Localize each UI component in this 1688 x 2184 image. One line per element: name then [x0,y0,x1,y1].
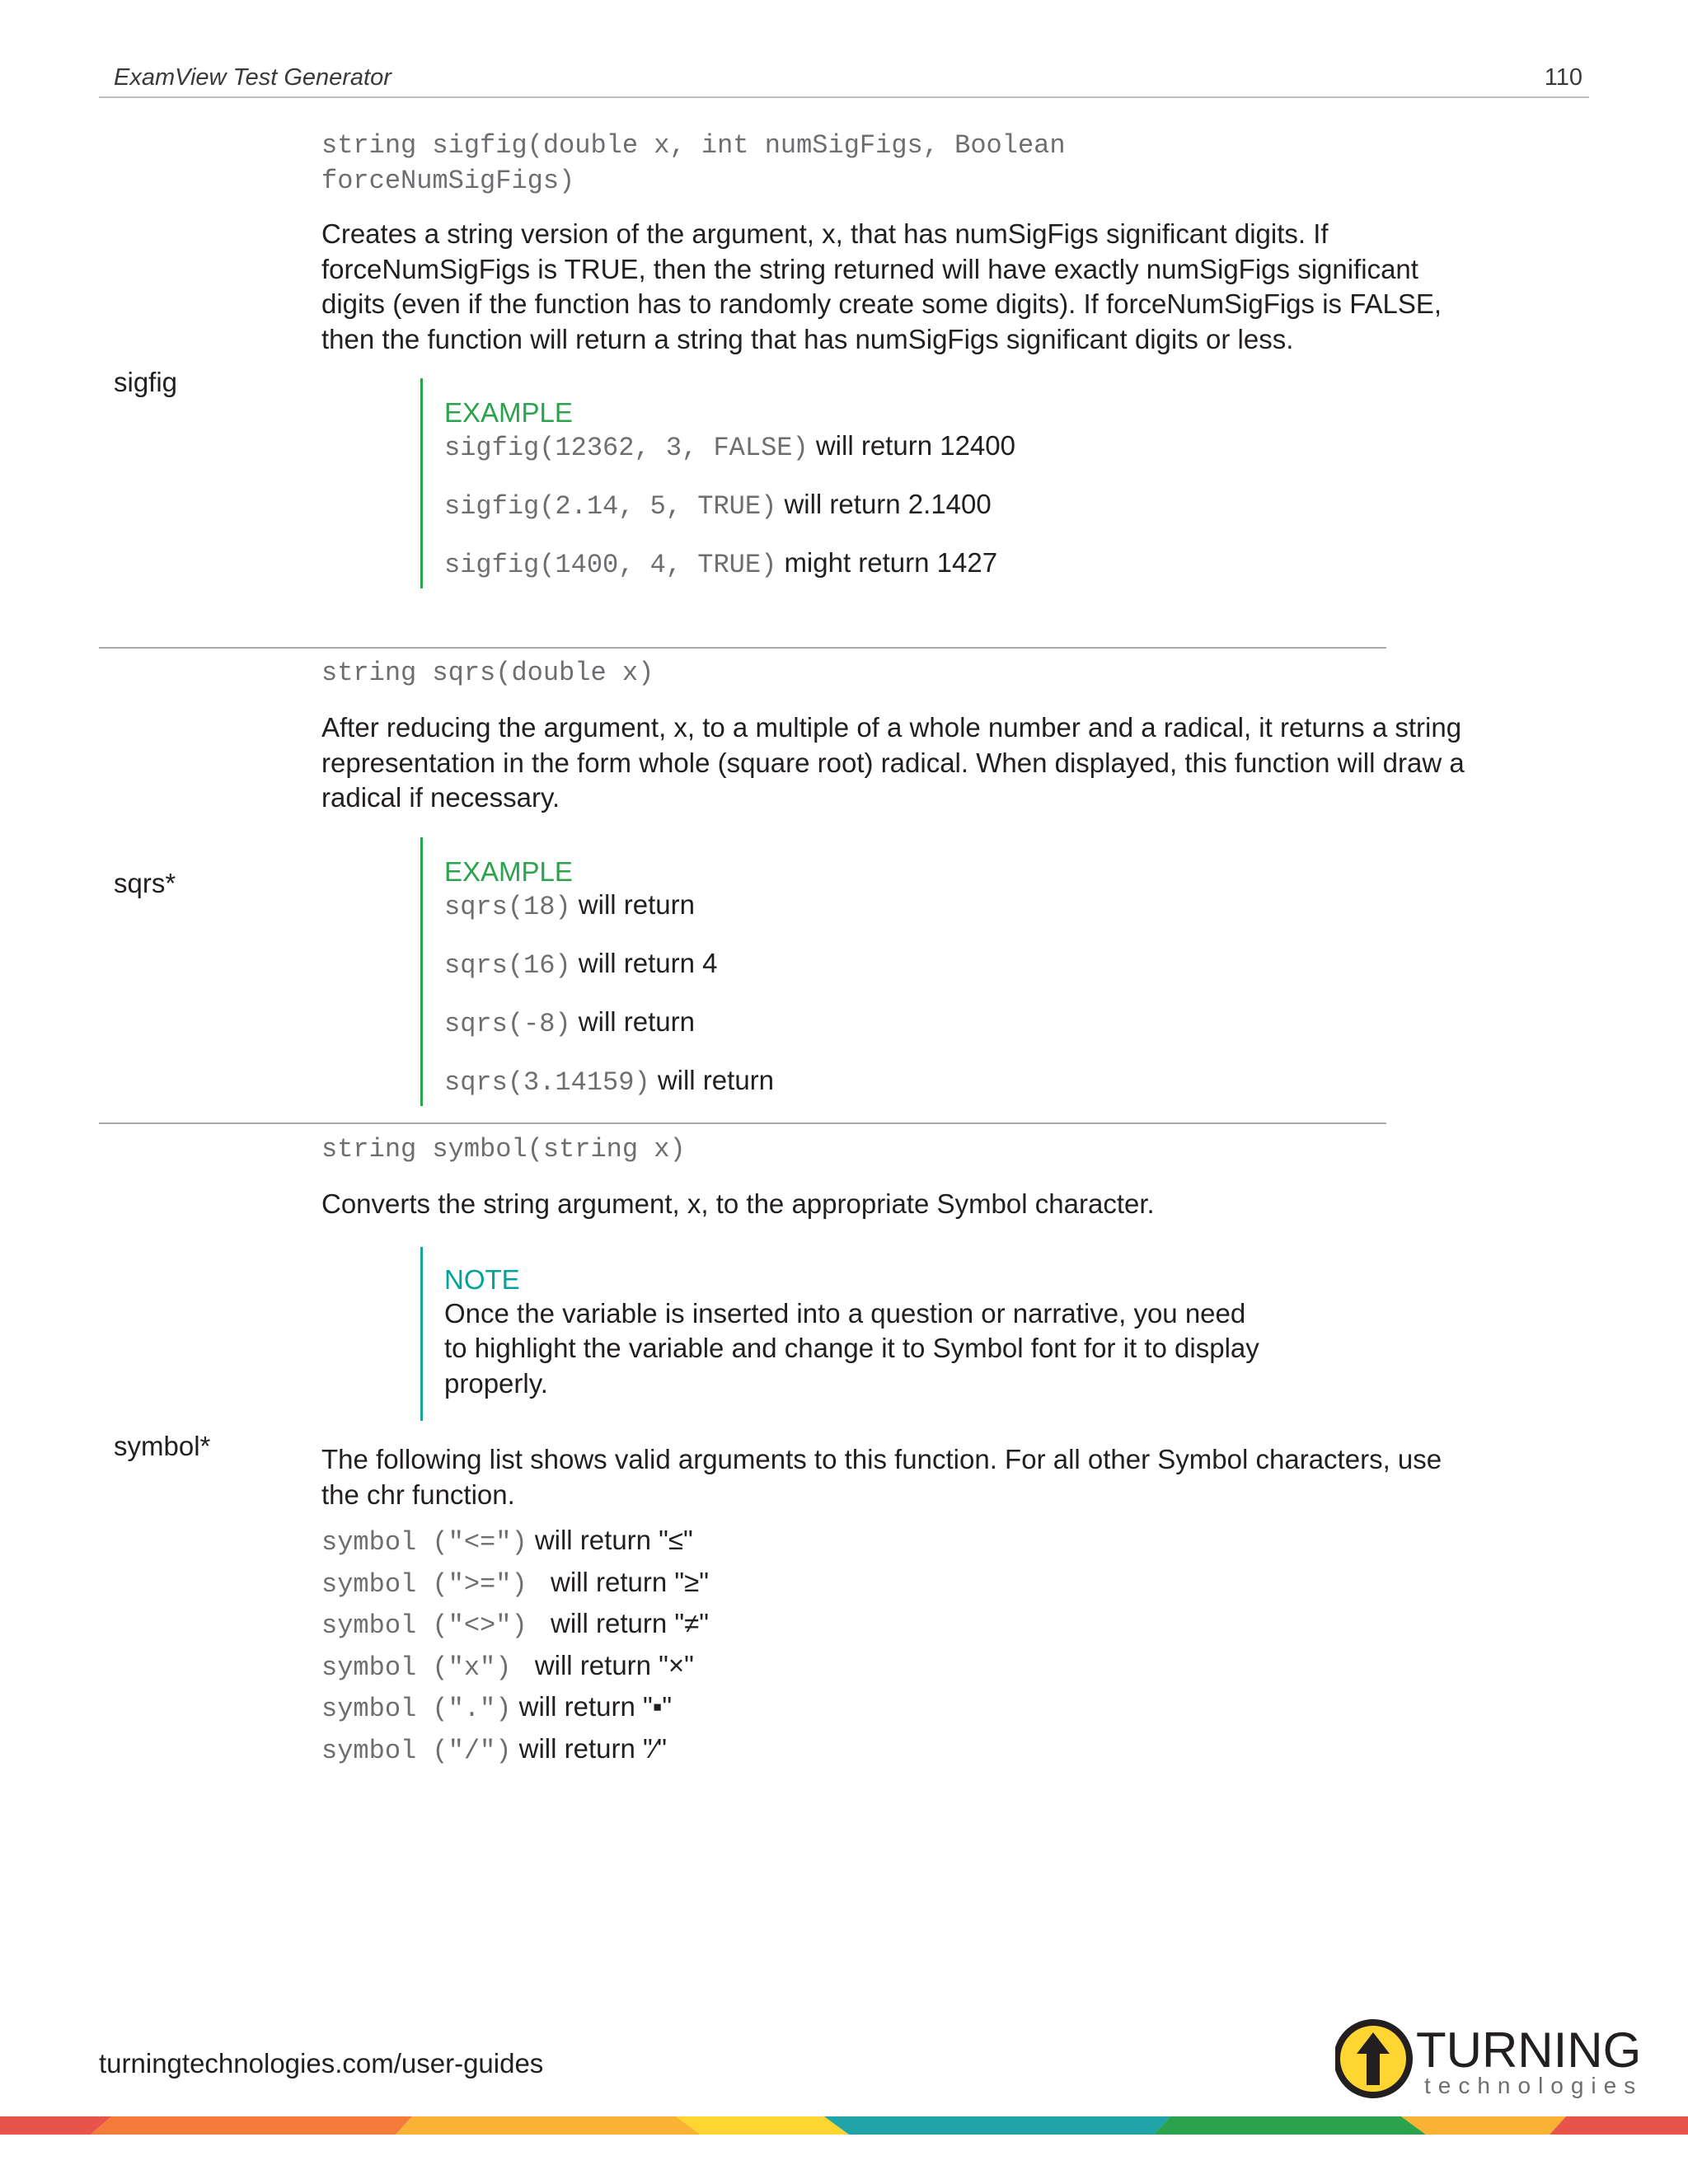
example-line [444,546,1475,582]
note-callout [420,1247,1475,1422]
row-divider [99,1122,1386,1124]
example-callout [420,837,1475,1106]
example-line [444,947,1475,982]
symbol-code: symbol ("<=") [321,1527,528,1558]
function-name: sigfig [114,367,178,397]
function-signature: string sigfig(double x, int numSigFigs, Boolean forceNumSigFigs) [321,130,1066,196]
function-name: symbol* [114,1431,211,1461]
list-item [321,1604,1475,1646]
band-segment [676,2116,849,2135]
example-code: sqrs(-8) [444,1008,571,1039]
band-segment [91,2116,412,2135]
example-result: will return [657,1064,775,1095]
list-item [321,1521,1475,1563]
list-item [321,1729,1475,1771]
example-code: sigfig(2.14, 5, TRUE) [444,491,777,522]
function-description: After reducing the argument, x, to a multiple of a whole number and a radical, it returns a string representation in the form whole (square root) radical. When displayed, this function will draw a radical if necessary. [321,712,1465,813]
example-code: sqrs(18) [444,891,571,922]
example-line [444,429,1475,465]
example-title: EXAMPLE [444,855,573,887]
function-name: sqrs* [114,868,176,898]
example-code: sigfig(1400, 4, TRUE) [444,550,777,580]
row-divider [99,647,1386,649]
example-result: will return 12400 [815,430,1015,461]
footer-color-band [0,2116,1688,2135]
example-result: might return 1427 [784,547,998,578]
example-code: sqrs(3.14159) [444,1066,650,1098]
turning-technologies-logo [1335,2018,1647,2100]
symbol-result: will return "⁄" [518,1732,667,1764]
band-segment [396,2116,701,2135]
example-result: will return 4 [578,947,718,978]
symbol-argument-list [321,1521,1475,1770]
footer-url[interactable]: turningtechnologies.com/user-guides [99,2048,544,2079]
example-line [444,1064,1475,1099]
function-description: Creates a string version of the argument, x, that has numSigFigs significant digits. If forceNumSigFigs is TRUE, then the string returned will have exactly numSigFigs significant digits (even if the function has to randomly create some digits). If forceNumSigFigs is FALSE, then the function will return a string that has numSigFigs significant digits or less. [321,218,1442,354]
example-line [444,488,1475,523]
note-title: NOTE [444,1263,520,1295]
example-result: will return 2.1400 [784,489,992,519]
list-item [321,1646,1475,1688]
example-line [444,1005,1475,1041]
list-item [321,1687,1475,1729]
symbol-result: will return "≥" [551,1566,709,1597]
band-segment [1550,2116,1688,2135]
symbol-result: will return "≠" [551,1608,709,1638]
page-header-title: ExamView Test Generator [114,64,392,91]
example-result: will return [578,1005,695,1037]
example-line [444,888,1475,924]
list-item [321,1563,1475,1605]
logo-subtext: technologies [1424,2073,1643,2098]
band-segment [824,2116,1170,2135]
example-title: EXAMPLE [444,397,573,428]
symbol-code: symbol ("<>") [321,1610,543,1641]
symbol-code: symbol (".") [321,1694,512,1724]
example-code: sigfig(12362, 3, FALSE) [444,433,809,463]
header-divider [99,96,1589,98]
band-segment [1401,2116,1566,2135]
page-number: 110 [1544,64,1582,91]
symbol-list-intro: The following list shows valid arguments to this function. For all other Symbol characters, use the chr function. [321,1444,1442,1510]
function-description: Converts the string argument, x, to the appropriate Symbol character. [321,1188,1155,1219]
function-signature: string symbol(string x) [321,1134,686,1165]
symbol-code: symbol (">=") [321,1568,543,1600]
symbol-result: will return "▪" [518,1691,673,1722]
logo-wordmark: TURNING [1416,2022,1642,2078]
symbol-code: symbol ("/") [321,1735,512,1766]
symbol-result: will return "×" [534,1649,694,1680]
function-signature: string sqrs(double x) [321,658,654,688]
example-callout [420,378,1475,588]
symbol-result: will return "≤" [534,1525,693,1555]
symbol-code: symbol ("x") [321,1652,528,1683]
example-result: will return [578,888,695,920]
band-segment [1154,2116,1426,2135]
example-code: sqrs(16) [444,949,571,981]
note-body: Once the variable is inserted into a question or narrative, you need to highlight the variable and change it to Symbol font for it to display properly. [444,1297,1259,1399]
